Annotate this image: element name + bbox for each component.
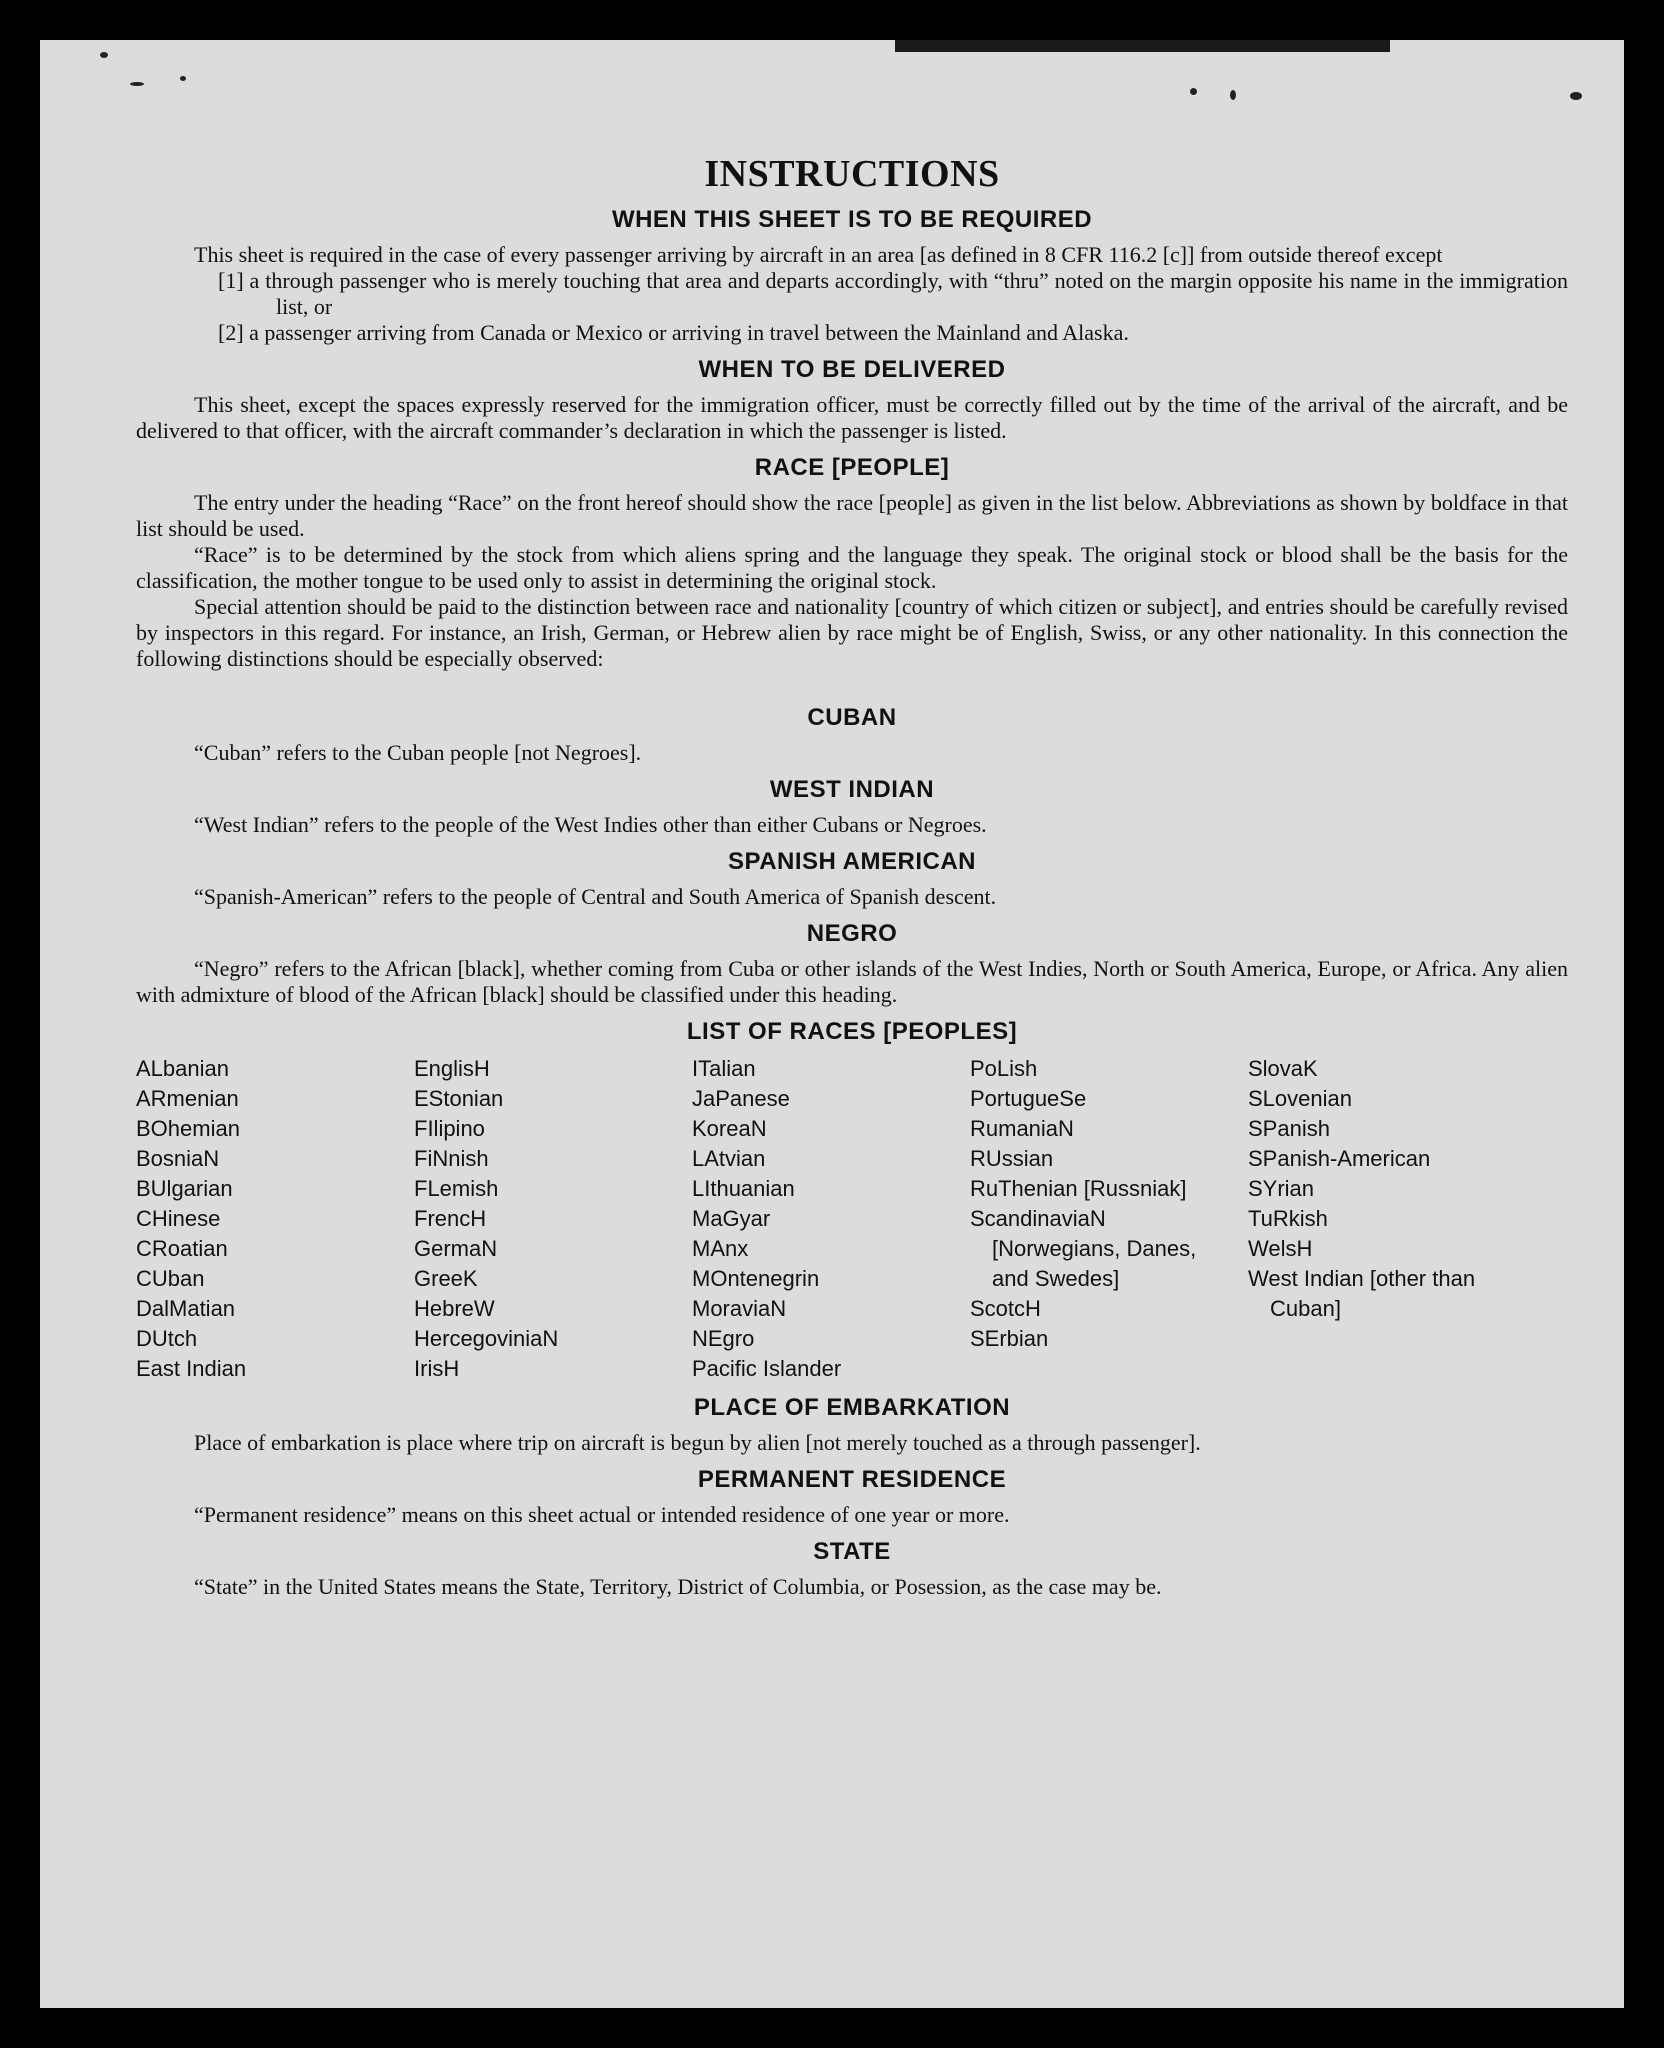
exception-list bbox=[136, 268, 1568, 346]
residence-text: “Permanent residence” means on this sheet actual or intended residence of one year or more. bbox=[194, 1502, 1010, 1527]
spanish-american-text: “Spanish-American” refers to the people of Central and South America of Spanish descent. bbox=[194, 884, 997, 909]
when-required-intro: This sheet is required in the case of every passenger arriving by aircraft in an area [as defined in 8 CFR 116.2 [c]] from outside thereof except bbox=[194, 242, 1443, 267]
races-table bbox=[136, 1054, 1568, 1384]
when-delivered-text: This sheet, except the spaces expressly reserved for the immigration officer, must be correctly filled out by the time of the arrival of the aircraft, and be delivered to that officer, with the aircraft commander’s declaration in which the passenger is listed. bbox=[136, 392, 1568, 443]
race-entry: MoraviaN bbox=[692, 1296, 787, 1321]
race-entry: CUban bbox=[136, 1266, 205, 1291]
heading-cuban: CUBAN bbox=[807, 704, 897, 731]
race-entry: CHinese bbox=[136, 1206, 221, 1231]
race-entry: West Indian [other than Cuban] bbox=[1248, 1266, 1476, 1321]
negro-text: “Negro” refers to the African [black], whether coming from Cuba or other islands of the West Indies, North or South America, Europe, or Africa. Any alien with admixture of blood of the African [black] should be classified under this heading. bbox=[136, 956, 1568, 1007]
race-entry: TuRkish bbox=[1248, 1206, 1328, 1231]
race-entry: CRoatian bbox=[136, 1236, 228, 1261]
race-entry: DUtch bbox=[136, 1326, 198, 1351]
race-paragraph: The entry under the heading “Race” on the front hereof should show the race [people] as given in the list below. Abbreviations as shown by boldface in that list should be used. bbox=[136, 490, 1568, 541]
race-entry: RuThenian [Russniak] bbox=[970, 1176, 1187, 1201]
race-entry: SPanish-American bbox=[1248, 1146, 1431, 1171]
race-entry: HercegoviniaN bbox=[414, 1326, 559, 1351]
state-text: “State” in the United States means the State, Territory, District of Columbia, or Posession, as the case may be. bbox=[194, 1574, 1162, 1599]
instructions-content bbox=[136, 152, 1568, 1600]
race-entry: FiNnish bbox=[414, 1146, 489, 1171]
heading-spanish-american: SPANISH AMERICAN bbox=[727, 848, 976, 875]
race-entry: SErbian bbox=[970, 1326, 1049, 1351]
race-entry: ScandinaviaN [Norwegians, Danes, and Swedes] bbox=[970, 1206, 1197, 1291]
race-entry: NEgro bbox=[692, 1326, 755, 1351]
race-entry: FrencH bbox=[414, 1206, 487, 1231]
west-indian-text: “West Indian” refers to the people of the West Indies other than either Cubans or Negroes. bbox=[194, 812, 987, 837]
race-entry: LIthuanian bbox=[692, 1176, 795, 1201]
heading-when-delivered: WHEN TO BE DELIVERED bbox=[698, 356, 1006, 383]
speck bbox=[130, 82, 144, 86]
speck bbox=[1230, 90, 1236, 100]
race-entry: SPanish bbox=[1248, 1116, 1330, 1141]
race-entry: JaPanese bbox=[692, 1086, 790, 1111]
race-entry: ITalian bbox=[692, 1056, 756, 1081]
race-entry: IrisH bbox=[414, 1356, 460, 1381]
race-entry: East Indian bbox=[136, 1356, 247, 1381]
race-entry: GermaN bbox=[414, 1236, 498, 1261]
cuban-text: “Cuban” refers to the Cuban people [not Negroes]. bbox=[194, 740, 642, 765]
heading-negro: NEGRO bbox=[806, 920, 898, 947]
race-entry: GreeK bbox=[414, 1266, 478, 1291]
races-column bbox=[136, 1054, 414, 1384]
heading-residence: PERMANENT RESIDENCE bbox=[697, 1466, 1007, 1493]
heading-when-required: WHEN THIS SHEET IS TO BE REQUIRED bbox=[611, 206, 1093, 233]
document-page bbox=[40, 40, 1624, 2008]
race-entry: PoLish bbox=[970, 1056, 1038, 1081]
race-entry: MOntenegrin bbox=[692, 1266, 820, 1291]
speck bbox=[1190, 88, 1197, 95]
race-entry: FLemish bbox=[414, 1176, 499, 1201]
heading-race: RACE [PEOPLE] bbox=[754, 454, 950, 481]
races-column bbox=[1248, 1054, 1526, 1384]
race-entry: FIlipino bbox=[414, 1116, 485, 1141]
race-entry: ScotcH bbox=[970, 1296, 1041, 1321]
speck bbox=[1570, 92, 1582, 100]
race-entry: PortugueSe bbox=[970, 1086, 1087, 1111]
torn-edge bbox=[895, 40, 1390, 52]
race-entry: MaGyar bbox=[692, 1206, 771, 1231]
race-entry: BUlgarian bbox=[136, 1176, 233, 1201]
race-entry: ARmenian bbox=[136, 1086, 239, 1111]
exception-item: [1] a through passenger who is merely touching that area and departs accordingly, with “thru” noted on the margin opposite his name in the immigration list, or bbox=[218, 268, 1568, 319]
race-entry: BosniaN bbox=[136, 1146, 220, 1171]
exception-item: [2] a passenger arriving from Canada or Mexico or arriving in travel between the Mainland and Alaska. bbox=[218, 320, 1129, 345]
heading-embarkation: PLACE OF EMBARKATION bbox=[693, 1394, 1011, 1421]
race-entry: MAnx bbox=[692, 1236, 749, 1261]
race-entry: EStonian bbox=[414, 1086, 504, 1111]
race-entry: SlovaK bbox=[1248, 1056, 1318, 1081]
race-entry: RumaniaN bbox=[970, 1116, 1074, 1141]
races-column bbox=[692, 1054, 970, 1384]
heading-state: STATE bbox=[813, 1538, 891, 1565]
race-entry: ALbanian bbox=[136, 1056, 229, 1081]
speck bbox=[100, 52, 108, 58]
race-entry: LAtvian bbox=[692, 1146, 766, 1171]
races-column bbox=[970, 1054, 1248, 1384]
races-column bbox=[414, 1054, 692, 1384]
race-entry: EnglisH bbox=[414, 1056, 490, 1081]
embarkation-text: Place of embarkation is place where trip on aircraft is begun by alien [not merely touched as a through passenger]. bbox=[194, 1430, 1201, 1455]
race-entry: Pacific Islander bbox=[692, 1356, 842, 1381]
race-paragraph: “Race” is to be determined by the stock from which aliens spring and the language they speak. The original stock or blood shall be the basis for the classification, the mother tongue to be used only to assist in determining the original stock. bbox=[136, 542, 1568, 593]
race-entry: SLovenian bbox=[1248, 1086, 1352, 1111]
race-entry: HebreW bbox=[414, 1296, 495, 1321]
race-entry: WelsH bbox=[1248, 1236, 1313, 1261]
page-title: INSTRUCTIONS bbox=[704, 153, 1000, 195]
speck bbox=[180, 76, 186, 81]
race-entry: KoreaN bbox=[692, 1116, 767, 1141]
race-paragraph: Special attention should be paid to the distinction between race and nationality [country of which citizen or subject], and entries should be carefully revised by inspectors in this regard. For instance, an Irish, German, or Hebrew alien by race might be of English, Swiss, or any other nationality. In this connection the following distinctions should be especially observed: bbox=[136, 594, 1568, 671]
race-entry: BOhemian bbox=[136, 1116, 240, 1141]
heading-list-of-races: LIST OF RACES [PEOPLES] bbox=[686, 1018, 1018, 1045]
race-entry: DalMatian bbox=[136, 1296, 236, 1321]
heading-west-indian: WEST INDIAN bbox=[769, 776, 935, 803]
race-entry: SYrian bbox=[1248, 1176, 1315, 1201]
race-entry: RUssian bbox=[970, 1146, 1054, 1171]
